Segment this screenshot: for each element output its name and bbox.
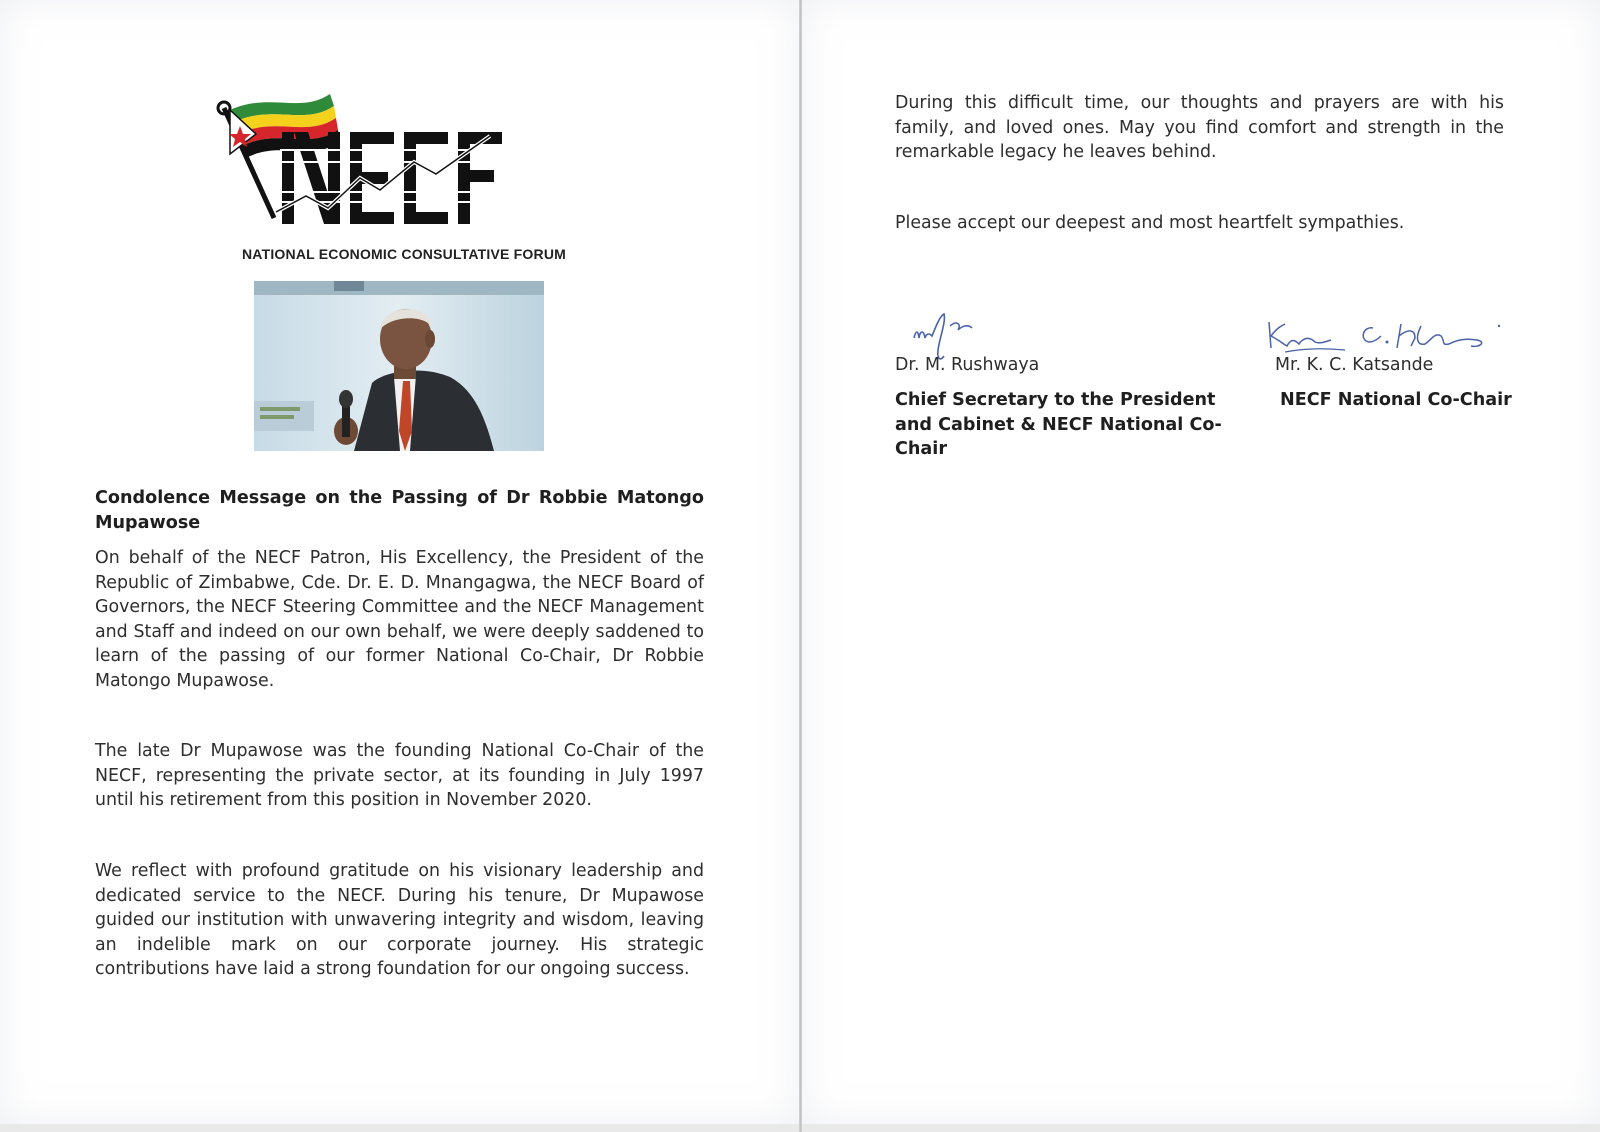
paragraph-3: We reflect with profound gratitude on his visionary leadership and dedicated service to the NECF. During his tenure, Dr Mupawose guided our institution with unwavering integrity and wisdom, leaving an indelible mark on our corporate journey. His strategic contributions have laid a strong foundation for our ongoing success. bbox=[95, 861, 704, 980]
signatory-name-2: Mr. K. C. Katsande bbox=[1275, 355, 1434, 375]
signatory-name-1: Dr. M. Rushwaya bbox=[895, 355, 1040, 375]
portrait-photo-icon bbox=[254, 281, 544, 451]
paragraph-2: The late Dr Mupawose was the founding National Co-Chair of the NECF, representing the private sector, at its founding in July 1997 until his retirement from this position in November 2020. bbox=[95, 741, 704, 811]
letter-heading: Condolence Message on the Passing of Dr Robbie Matongo Mupawose bbox=[95, 488, 704, 533]
necf-logo bbox=[210, 92, 510, 236]
page-left bbox=[0, 0, 799, 1124]
paragraph-4: During this difficult time, our thoughts and prayers are with his family, and loved ones. May you find comfort and strength in the remarkable legacy he leaves behind. bbox=[895, 93, 1504, 163]
paragraph-1: On behalf of the NECF Patron, His Excellency, the President of the Republic of Zimbabwe, Cde. Dr. E. D. Mnangagwa, the NECF Board of Governors, the NECF Steering Committee and the NECF Management and Staff and indeed on our own behalf, we were deeply saddened to learn of the passing of our former National Co-Chair, Dr Robbie Matongo Mupawose. bbox=[95, 548, 704, 691]
signature-katsande-icon bbox=[1265, 318, 1505, 360]
organization-name: NATIONAL ECONOMIC CONSULTATIVE FORUM bbox=[242, 246, 566, 262]
signatory-title-1: Chief Secretary to the President and Cabinet & NECF National Co-Chair bbox=[895, 390, 1222, 459]
signatory-title-2: NECF National Co-Chair bbox=[1280, 390, 1512, 410]
page-right bbox=[802, 0, 1600, 1124]
paragraph-5: Please accept our deepest and most heartfelt sympathies. bbox=[895, 213, 1405, 233]
necf-logo-icon bbox=[210, 92, 510, 236]
portrait-photo bbox=[254, 281, 544, 451]
signature-katsande bbox=[1265, 318, 1505, 360]
